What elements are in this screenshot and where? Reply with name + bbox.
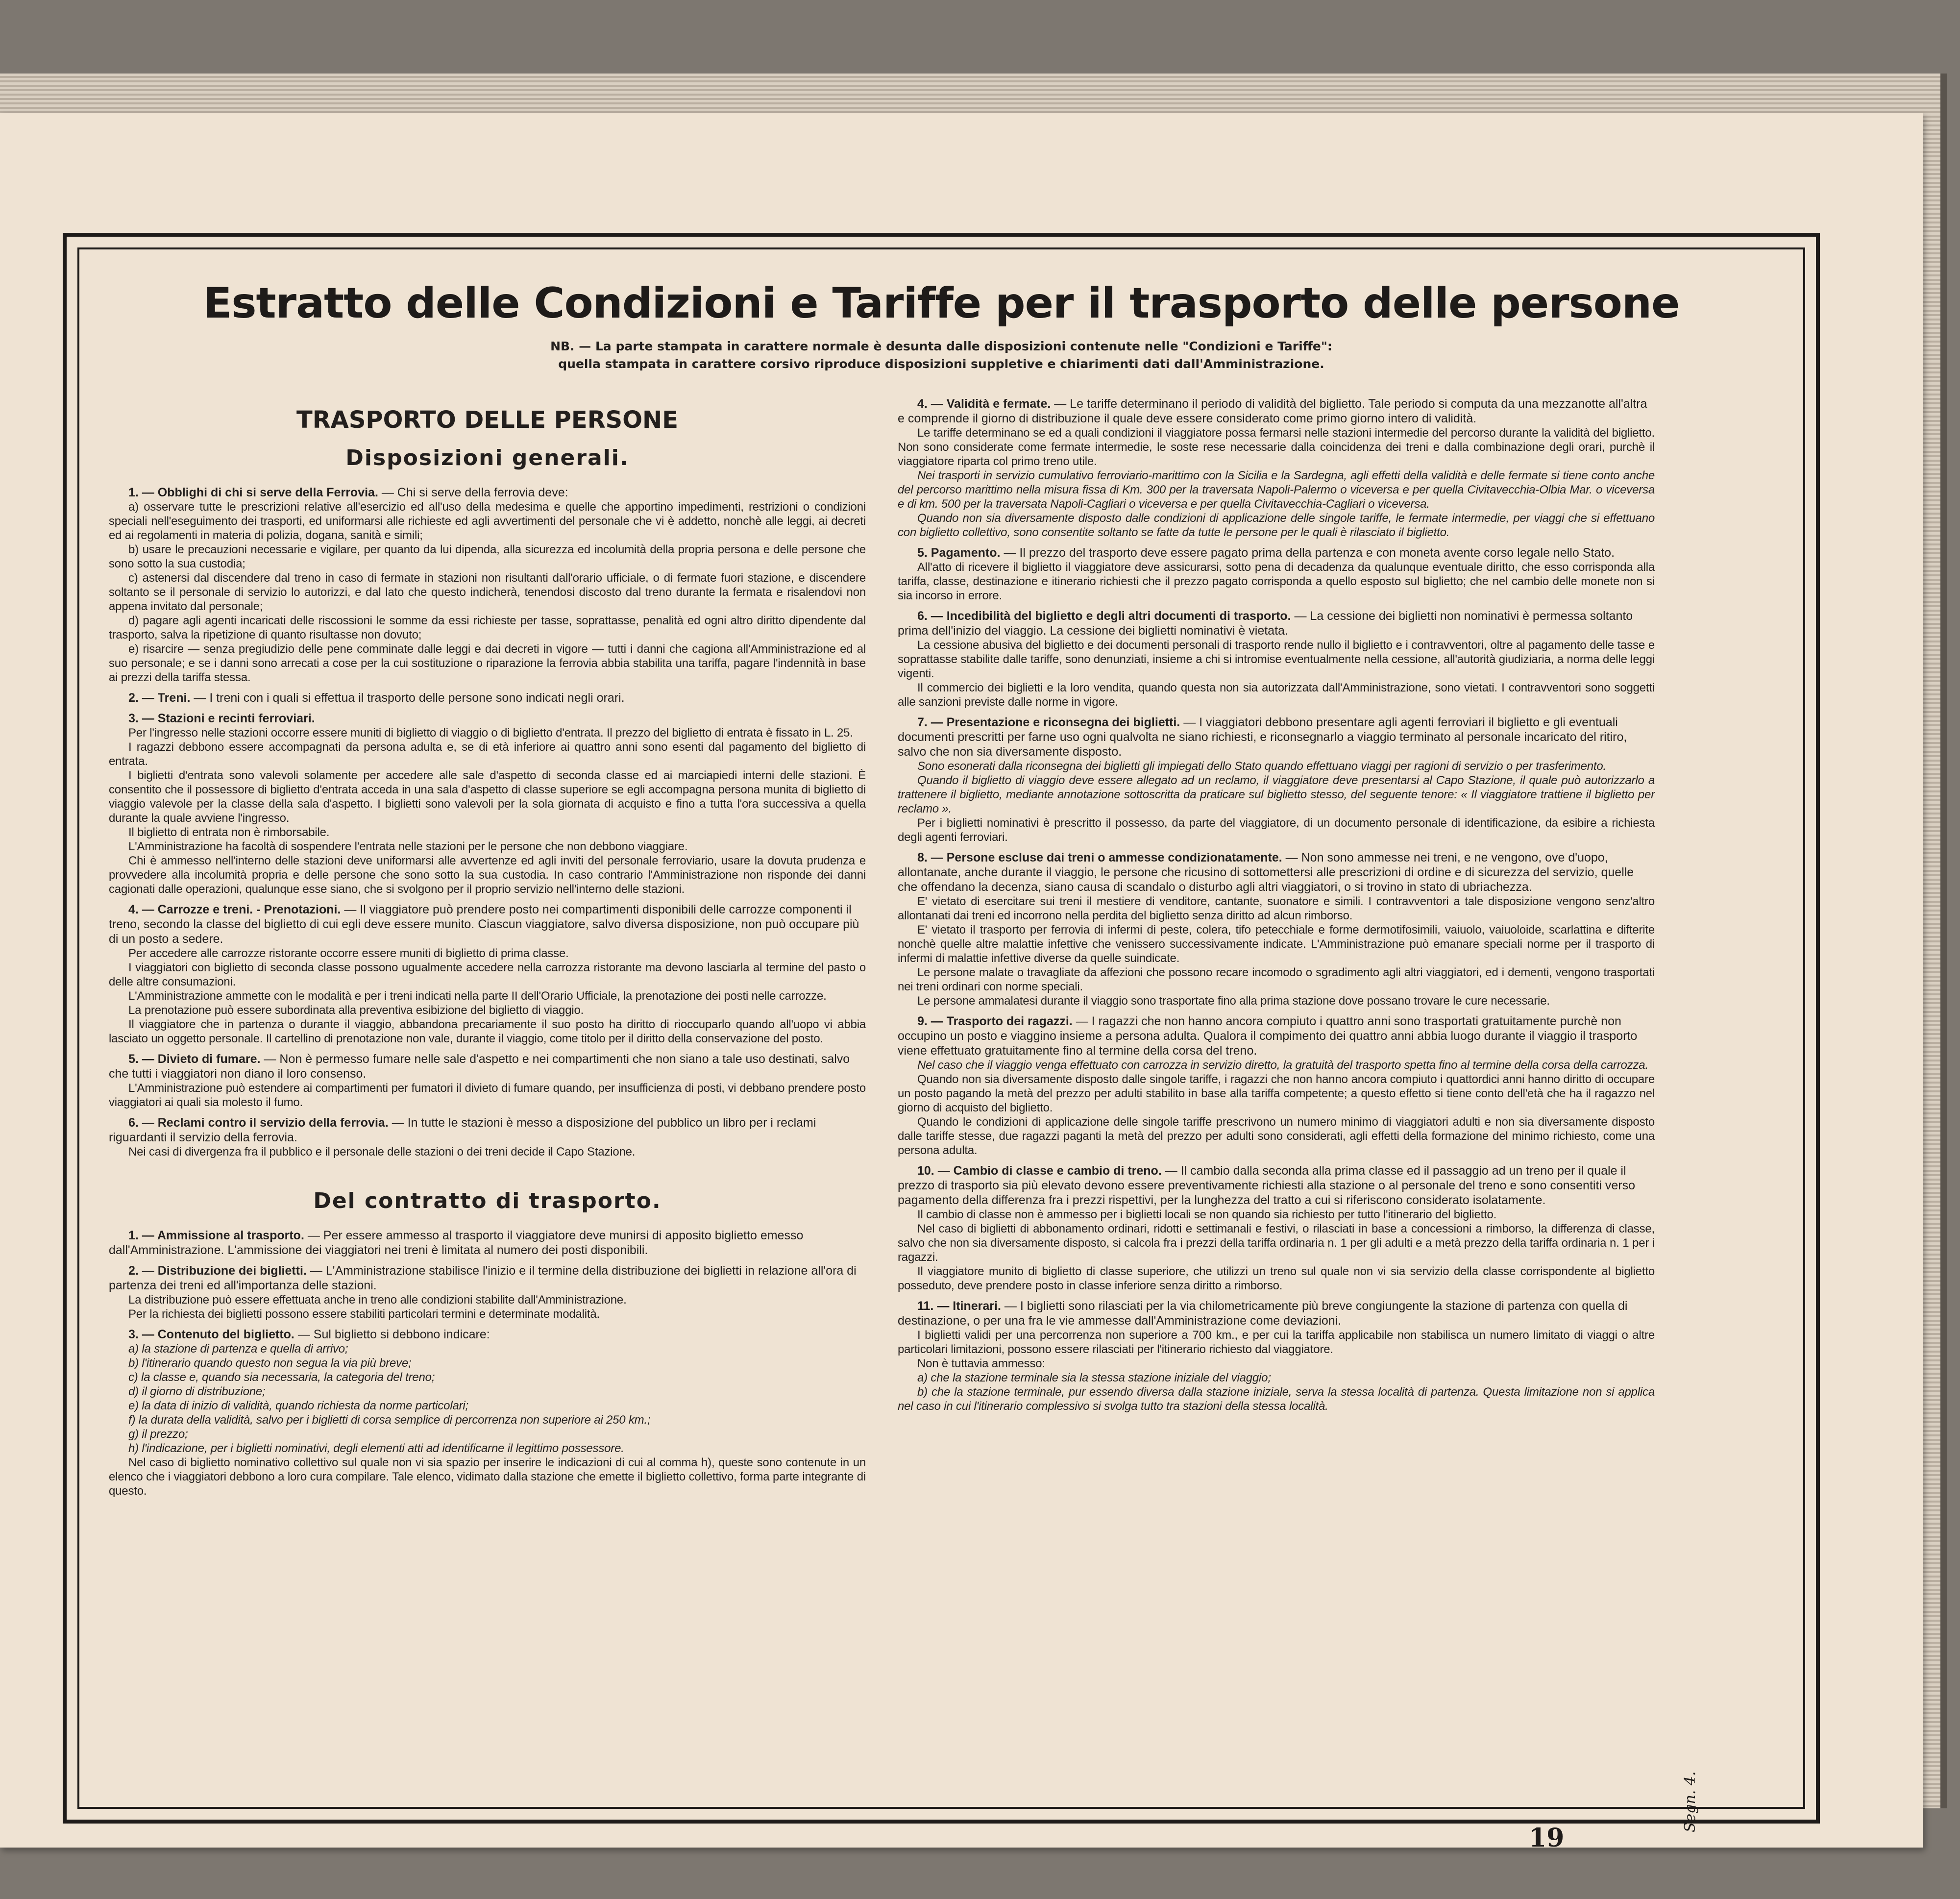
article-r10 — [898, 1163, 1655, 1293]
signature-mark: Segn. 4. — [1682, 1771, 1699, 1832]
article-heading: 5. Pagamento. — Il prezzo del trasporto deve essere pagato prima della partenza e con moneta avente corso legale nello Stato. — [917, 546, 1615, 560]
article-r5 — [898, 545, 1655, 603]
paragraph: d) pagare agli agenti incaricati delle riscossioni le somme da essi richieste per tasse, soprattasse, penalità ed ogni altro diritto dipendente dal trasporto, salva la ripetizione di quanto risultasse non dovuto; — [109, 614, 866, 641]
paragraph: E' vietato il trasporto per ferrovia di infermi di peste, colera, tifo petecchiale e forme dermotifosimili, vaiuolo, vaiuoloide, scarlattina e difterite nonchè quelle altre malattie infettive che venissero successivamente indicate. L'Amministrazione può emanare speciali norme per il trasporto di infermi di malattie infettive diverse da quelle suindicate. — [898, 923, 1655, 965]
subsection-contract: Del contratto di trasporto. — [313, 1188, 662, 1213]
article-r11 — [898, 1299, 1655, 1413]
paragraph: L'Amministrazione può estendere ai compartimenti per fumatori il divieto di fumare quando, per insufficienza di posti, vi debbano prendere posto viaggiatori ai quali sia molesto il fumo. — [109, 1082, 866, 1109]
paragraph: Nel caso di biglietto nominativo collettivo sul quale non vi sia spazio per inserire le indicazioni di cui al comma h), queste sono contenute in un elenco che i viaggiatori debbono a loro cura compilare. Tale elenco, vidimato dalla stazione che emette il biglietto collettivo, forma parte integrante di questo. — [109, 1456, 866, 1498]
article-l4 — [109, 902, 866, 1046]
page-title: Estratto delle Condizioni e Tariffe per il trasporto delle persone — [203, 279, 1680, 328]
article-r8 — [898, 850, 1655, 1008]
article-heading: 11. — Itinerari. — I biglietti sono rilasciati per la via chilometricamente più breve congiungente la stazione di partenza con quella di destinazione, o per una fra le vie ammesse dall'Amministrazione come deviazioni. — [898, 1299, 1628, 1328]
article-heading: 2. — Distribuzione dei biglietti. — L'Amministrazione stabilisce l'inizio e il termine della distribuzione dei biglietti in relazione all'ora di partenza dei treni ed all'importanza delle stazioni. — [109, 1264, 857, 1292]
paragraph: I viaggiatori con biglietto di seconda classe possono ugualmente accedere nella carrozza ristorante ma devono lasciarla al termine del pasto o delle altre consumazioni. — [109, 961, 866, 988]
paragraph: Il commercio dei biglietti e la loro vendita, quando questa non sia autorizzata dall'Amministrazione, sono vietati. I contravventori sono soggetti alle sanzioni previste dalle norme in vigore. — [898, 681, 1655, 709]
paragraph: Le persone malate o travagliate da affezioni che possono recare incomodo o sgradimento agli altri viaggiatori, ed i dementi, vengono trasportati nei treni ordinari con norme speciali. — [898, 966, 1655, 993]
paragraph: Per i biglietti nominativi è prescritto il possesso, da parte del viaggiatore, di un documento personale di identificazione, da esibire a richiesta degli agenti ferroviari. — [898, 816, 1655, 844]
article-l6 — [109, 1115, 866, 1159]
paragraph: Il biglietto di entrata non è rimborsabile. — [128, 826, 330, 839]
paragraph: Le tariffe determinano se ed a quali condizioni il viaggiatore possa fermarsi nelle stazioni intermedie del percorso durante la validità del biglietto. Non sono considerate come fermate intermedie, le soste rese necessarie dalla coincidenza dei treni e dalla combinazione degli orari, purchè il viaggiatore riparta col primo treno utile. — [898, 426, 1655, 468]
paragraph: Nei casi di divergenza fra il pubblico e il personale delle stazioni o dei treni decide il Capo Stazione. — [128, 1145, 636, 1159]
article-r6 — [898, 609, 1655, 709]
article-r7 — [898, 715, 1655, 844]
paragraph: La prenotazione può essere subordinata alla preventiva esibizione del biglietto di viaggio. — [128, 1004, 584, 1017]
article-c1 — [109, 1228, 866, 1258]
article-heading: 3. — Contenuto del biglietto. — Sul biglietto si debbono indicare: — [128, 1328, 490, 1341]
list-item: a) la stazione di partenza e quella di arrivo; — [128, 1342, 348, 1356]
article-heading: 1. — Obblighi di chi si serve della Ferrovia. — Chi si serve della ferrovia deve: — [128, 486, 568, 499]
article-c3 — [109, 1327, 866, 1498]
article-heading: 6. — Reclami contro il servizio della ferrovia. — In tutte le stazioni è messo a disposizione del pubblico un libro per i reclami riguardanti il servizio della ferrovia. — [109, 1116, 816, 1144]
paragraph: I biglietti validi per una percorrenza non superiore a 700 km., e per cui la tariffa applicabile non stabilisca un numero limitato di viaggi o altre particolari limitazioni, possono essere rilasciati per l'itinerario richiesto dal viaggiatore. — [898, 1329, 1655, 1356]
paragraph: Per accedere alle carrozze ristorante occorre essere muniti di biglietto di prima classe. — [128, 947, 569, 960]
italic-paragraph: Quando il biglietto di viaggio deve essere allegato ad un reclamo, il viaggiatore deve presentarsi al Capo Stazione, il quale può autorizzarlo a trattenere il biglietto, mediante annotazione sottoscritta da praticare sul biglietto stesso, del seguente tenore: « Il viaggiatore trattiene il biglietto per reclamo ». — [898, 774, 1655, 815]
paragraph: a) osservare tutte le prescrizioni relative all'esercizio ed all'uso della medesima e quelle che apportino impedimenti, restrizioni o condizioni speciali nell'eseguimento dei trasporti, ed uniformarsi alle richieste ed agli avvertimenti del personale che vi è addetto, nonchè alle leggi, ai decreti ed ai regolamenti in materia di polizia, dogana, sanità e simili; — [109, 500, 866, 542]
paragraph: L'Amministrazione ha facoltà di sospendere l'entrata nelle stazioni per le persone che non debbono viaggiare. — [128, 840, 688, 853]
article-heading: 1. — Ammissione al trasporto. — Per essere ammesso al trasporto il viaggiatore deve munirsi di apposito biglietto emesso dall'Amministrazione. L'ammissione dei viaggiatori nei treni è limitata al numero dei posti disponibili. — [109, 1229, 804, 1257]
paragraph: e) risarcire — senza pregiudizio delle pene comminate dalle leggi e dai decreti in vigore — tutti i danni che cagiona all'Amministrazione ed al suo personale; e se i danni sono arrecati a cose per la cui sostituzione o riparazione la ferrovia abbia stabilita una tariffa, pagare l'indennità in base ai prezzi della tariffa stessa. — [109, 642, 866, 684]
article-heading: 4. — Validità e fermate. — Le tariffe determinano il periodo di validità del biglietto. Tale periodo si computa da una mezzanotte all'altra e comprende il giorno di distribuzione il quale deve essere considerato come primo giorno intero di validità. — [898, 397, 1647, 425]
list-item: h) l'indicazione, per i biglietti nominativi, degli elementi atti ad identificarne il legittimo possessore. — [128, 1442, 624, 1455]
article-c2 — [109, 1263, 866, 1321]
article-r4 — [898, 396, 1655, 540]
nb-line-1: NB. — La parte stampata in carattere normale è desunta dalle disposizioni contenute nelle "Condizioni e Tariffe": — [550, 339, 1332, 353]
article-heading: 3. — Stazioni e recinti ferroviari. — [128, 712, 315, 725]
article-heading: 2. — Treni. — I treni con i quali si effettua il trasporto delle persone sono indicati negli orari. — [128, 691, 625, 705]
paragraph: Quando non sia diversamente disposto dalle singole tariffe, i ragazzi che non hanno ancora compiuto i quattordici anni hanno diritto di occupare un posto pagando la metà del prezzo per adulti stabilito in base alla tariffa competente; a questo effetto si tiene conto dell'età che ha il ragazzo nel giorno di acquisto del biglietto. — [898, 1073, 1655, 1114]
paragraph: Il viaggiatore che in partenza o durante il viaggio, abbandona precariamente il suo posto ha diritto di rioccuparlo quando all'uopo vi abbia lasciato un oggetto personale. Il cartellino di prenotazione non vale, durante il viaggio, come titolo per il diritto della conservazione del posto. — [109, 1018, 866, 1045]
paragraph: L'Amministrazione ammette con le modalità e per i treni indicati nella parte II dell'Orario Ufficiale, la prenotazione dei posti nelle carrozze. — [128, 989, 827, 1003]
paragraph: Le persone ammalatesi durante il viaggio sono trasportate fino alla prima stazione dove possano trovare le cure necessarie. — [917, 994, 1550, 1008]
nb-line-2: quella stampata in carattere corsivo riproduce disposizioni suppletive e chiarimenti dati dall'Amministrazione. — [558, 357, 1324, 371]
right-column — [898, 396, 1655, 1419]
paragraph: Per la richiesta dei biglietti possono essere stabiliti particolari termini e determinate modalità. — [128, 1307, 600, 1321]
subsection-general: Disposizioni generali. — [345, 445, 629, 470]
article-heading: 10. — Cambio di classe e cambio di treno. — Il cambio dalla seconda alla prima classe ed il passaggio ad un treno per il quale il prezzo di trasporto sia più elevato devono essere preventivamente richiesti alla stazione o al personale del treno e sono consentiti verso pagamento della differenza fra i prezzi rispettivi, per la lunghezza del tratto a cui si riferiscono considerato isolatamente. — [898, 1164, 1636, 1207]
paragraph: Quando le condizioni di applicazione delle singole tariffe prescrivono un numero minimo di viaggiatori adulti e non sia diversamente disposto dalle tariffe stesse, due ragazzi paganti la metà del prezzo per adulti sono considerati, agli effetti della formazione del minimo richiesto, come una persona adulta. — [898, 1115, 1655, 1157]
left-column — [109, 396, 866, 1504]
list-item: d) il giorno di distribuzione; — [128, 1385, 266, 1398]
list-item: e) la data di inizio di validità, quando richiesta da norme particolari; — [128, 1399, 468, 1412]
article-heading: 5. — Divieto di fumare. — Non è permesso fumare nelle sale d'aspetto e nei compartimenti che non siano a tale uso destinati, salvo che tutti i viaggiatori non diano il loro consenso. — [109, 1052, 850, 1081]
page-number: 19 — [1529, 1823, 1565, 1853]
article-l1 — [109, 485, 866, 685]
list-item: c) la classe e, quando sia necessaria, la categoria del treno; — [128, 1371, 435, 1384]
article-r9 — [898, 1014, 1655, 1158]
article-l2 — [109, 691, 866, 705]
paragraph: I biglietti d'entrata sono valevoli solamente per accedere alle sale d'aspetto di seconda classe ed ai marciapiedi interni delle stazioni. È consentito che il possessore di biglietto d'entrata acceda in una sala d'aspetto di classe superiore se egli accompagna persona munita di biglietto di viaggio valevole per la classe della sala d'aspetto. I biglietti sono valevoli per la sola giornata di acquisto e fino a tutta l'ora successiva a quella durante la quale avviene l'ingresso. — [109, 769, 866, 825]
italic-paragraph: Nel caso che il viaggio venga effettuato con carrozza in servizio diretto, la gratuità del trasporto spetta fino al termine della corsa della carrozza. — [917, 1059, 1648, 1072]
list-item: g) il prezzo; — [128, 1428, 188, 1441]
italic-paragraph: Sono esonerati dalla riconsegna dei biglietti gli impiegati dello Stato quando effettuano viaggi per ragioni di servizio o per trasferimento. — [917, 760, 1606, 773]
paragraph: Il viaggiatore munito di biglietto di classe superiore, che utilizzi un treno sul quale non vi sia servizio della classe corrispondente al biglietto posseduto, deve prendere posto in classe inferiore senza diritto a rimborso. — [898, 1265, 1655, 1292]
paragraph: Nel caso di biglietti di abbonamento ordinari, ridotti e settimanali e festivi, o rilasciati in base a concessioni a rimborso, la differenza di classe, salvo che non sia diversamente disposto, si calcola fra i prezzi della tariffa ordinaria n. 1 per gli adulti e a metà prezzo della tariffa ordinaria n. 1 per i ragazzi. — [898, 1222, 1655, 1264]
nb-note — [226, 338, 1656, 373]
list-item: a) che la stazione terminale sia la stessa stazione iniziale del viaggio; — [917, 1371, 1271, 1384]
paragraph: Non è tuttavia ammesso: — [917, 1357, 1045, 1370]
paragraph: I ragazzi debbono essere accompagnati da persona adulta e, se di età inferiore ai quattro anni sono esenti dal pagamento del biglietto di entrata. — [109, 740, 866, 768]
paragraph: La distribuzione può essere effettuata anche in treno alle condizioni stabilite dall'Amministrazione. — [128, 1293, 627, 1307]
paragraph: La cessione abusiva del biglietto e dei documenti personali di trasporto rende nullo il biglietto e i contravventori, oltre al pagamento delle tasse e soprattasse stabilite dalle tariffe, sono denunziati, insieme a chi si intromise eventualmente nella cessione, all'autorità giudiziaria, a norma delle leggi vigenti. — [898, 639, 1655, 680]
article-l3 — [109, 711, 866, 896]
section-title: TRASPORTO DELLE PERSONE — [296, 406, 679, 434]
article-heading: 7. — Presentazione e riconsegna dei biglietti. — I viaggiatori debbono presentare agli agenti ferroviari il biglietto e gli eventuali documenti prescritti per farne uso ogni qualvolta ne siano richiesti, e riconsegnarlo a viaggio terminato al personale incaricato del ritiro, salvo che non sia diversamente disposto. — [898, 715, 1627, 759]
paragraph: E' vietato di esercitare sui treni il mestiere di venditore, cantante, suonatore e simili. I contravventori a tale disposizione vengono senz'altro allontanati dai treni ed incorrono nella perdita del biglietto senza diritto ad alcun rimborso. — [898, 895, 1655, 922]
paragraph: All'atto di ricevere il biglietto il viaggiatore deve assicurarsi, sotto pena di decadenza da qualunque eventuale diritto, che esso corrisponda alla tariffa, classe, destinazione e itinerario richiesti che il prezzo pagato corrisponda a quello esposto sul biglietto; che nel cambio delle monete non si sia incorso in errore. — [898, 561, 1655, 602]
paragraph: b) usare le precauzioni necessarie e vigilare, per quanto da lui dipenda, alla sicurezza ed incolumità della propria persona e delle persone che sono sotto la sua custodia; — [109, 543, 866, 570]
article-heading: 8. — Persone escluse dai treni o ammesse condizionatamente. — Non sono ammesse nei treni, e ne vengono, ove d'uopo, allontanate, anche durante il viaggio, le persone che ricusino di sottomettersi alle prescrizioni di ordine e di sicurezza del servizio, quelle che offendano la decenza, siano causa di scandalo o disturbo agli altri viaggiatori, o si trovino in stato di ubriachezza. — [898, 851, 1634, 894]
document-page — [0, 113, 1923, 1853]
list-item: f) la durata della validità, salvo per i biglietti di corsa semplice di percorrenza non superiore ai 250 km.; — [128, 1413, 651, 1427]
page-frame — [63, 233, 1820, 1832]
paragraph: c) astenersi dal discendere dal treno in caso di fermate in stazioni non risultanti dall'orario ufficiale, o di fermate fuori stazione, e discendere soltanto se il personale di servizio lo autorizzi, e dal lato che questo indicherà, tenendosi discosto dal treno durante la fermata e risalendovi non appena invitato dal personale; — [109, 571, 866, 613]
article-l5 — [109, 1052, 866, 1110]
paragraph: Per l'ingresso nelle stazioni occorre essere muniti di biglietto di viaggio o di biglietto d'entrata. Il prezzo del biglietto di entrata è fissato in L. 25. — [128, 726, 853, 740]
page-frame-inner — [77, 247, 1805, 1832]
article-heading: 6. — Incedibilità del biglietto e degli altri documenti di trasporto. — La cessione dei biglietti non nominativi è permessa soltanto prima dell'inizio del viaggio. La cessione dei biglietti nominativi è vietata. — [898, 609, 1633, 638]
article-heading: 4. — Carrozze e treni. - Prenotazioni. — Il viaggiatore può prendere posto nei compartimenti disponibili delle carrozze componenti il treno, secondo la classe del biglietto di cui egli deve essere munito. Ciascun viaggiatore, salvo diversa disposizione, non può occupare più di un posto a sedere. — [109, 903, 859, 946]
paragraph: Chi è ammesso nell'interno delle stazioni deve uniformarsi alle avvertenze ed agli inviti del personale ferroviario, usare la dovuta prudenza e provvedere alla incolumità propria e delle persone che sono sotto la sua custodia. In caso contrario l'Amministrazione non risponde dei danni cagionati dalle operazioni, qualunque esse siano, che si svolgono per il proprio servizio nell'interno delle stazioni. — [109, 854, 866, 896]
list-item: b) l'itinerario quando questo non segua la via più breve; — [128, 1356, 412, 1370]
article-heading: 9. — Trasporto dei ragazzi. — I ragazzi che non hanno ancora compiuto i quattro anni sono trasportati gratuitamente purchè non occupino un posto e viaggino insieme a persona adulta. Qualora il compimento dei quattro anni abbia luogo durante il viaggio il trasporto viene effettuato gratuitamente fino al termine della corsa del treno. — [898, 1014, 1638, 1058]
italic-paragraph: Nei trasporti in servizio cumulativo ferroviario-marittimo con la Sicilia e la Sardegna, agli effetti della validità e delle fermate si tiene conto anche del percorso marittimo nella misura fissa di Km. 300 per la traversata Napoli-Palermo o viceversa e per quella Civitavecchia-Olbia Mar. o viceversa e di km. 500 per la traversata Napoli-Cagliari o viceversa e per quella Civitavecchia-Cagliari o viceversa. — [898, 469, 1655, 511]
list-item: b) che la stazione terminale, pur essendo diversa dalla stazione iniziale, serva la stessa località di partenza. Questa limitazione non si applica nel caso in cui l'itinerario complessivo si svolga tutto tra stazioni della stessa località. — [898, 1385, 1655, 1413]
italic-paragraph: Quando non sia diversamente disposto dalle condizioni di applicazione delle singole tariffe, le fermate intermedie, per viaggi che si effettuano con biglietto collettivo, sono consentite soltanto se fatte da tutte le persone per le quali è rilasciato il biglietto. — [898, 512, 1655, 539]
paragraph: Il cambio di classe non è ammesso per i biglietti locali se non quando sia richiesto per tutto l'itinerario del biglietto. — [917, 1208, 1497, 1221]
